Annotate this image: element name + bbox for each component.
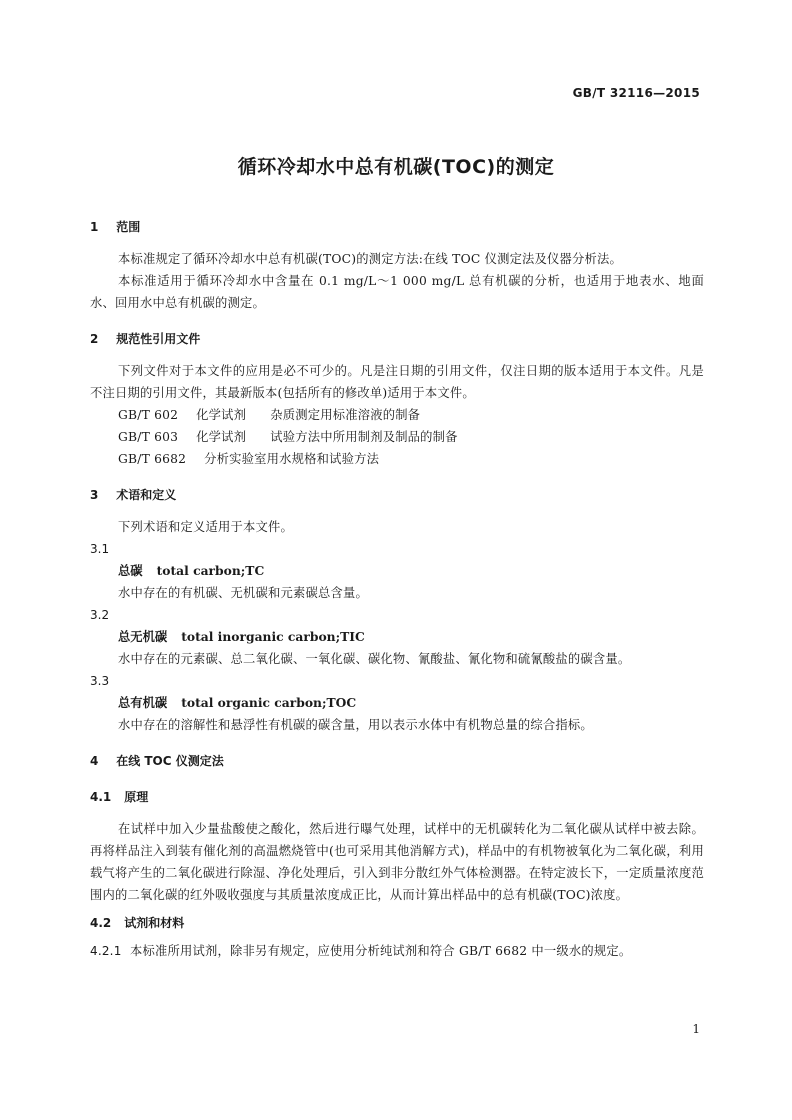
term-english: total inorganic carbon;TIC — [181, 629, 365, 644]
term-definition: 水中存在的元素碳、总二氧化碳、一氧化碳、碳化物、氰酸盐、氰化物和硫氰酸盐的碳含量。 — [118, 652, 631, 666]
subsection-title: 试剂和材料 — [124, 916, 185, 930]
standard-code: GB/T 32116—2015 — [572, 86, 700, 100]
section-title: 在线 TOC 仪测定法 — [116, 754, 224, 768]
section-number: 4 — [90, 754, 99, 768]
section-number: 3 — [90, 488, 99, 502]
clause-text: 本标准所用试剂，除非另有规定，应使用分析纯试剂和符合 GB/T 6682 中一级水的规定。 — [130, 944, 632, 958]
subsection-title: 原理 — [124, 790, 149, 804]
reference-item — [90, 404, 704, 426]
reference-name: 化学试剂 — [196, 408, 247, 422]
term-chinese: 总碳 — [118, 564, 143, 578]
paragraph: 本标准适用于循环冷却水中含量在 0.1 mg/L～1 000 mg/L 总有机碳的分析，也适用于地表水、地面水、回用水中总有机碳的测定。 — [90, 274, 704, 310]
subsection-number: 4.2 — [90, 916, 112, 930]
section-number: 1 — [90, 220, 99, 234]
section-1-heading — [90, 216, 704, 238]
term-definition: 水中存在的溶解性和悬浮性有机碳的碳含量，用以表示水体中有机物总量的综合指标。 — [118, 718, 593, 732]
reference-item — [90, 448, 704, 470]
section-3-heading — [90, 484, 704, 506]
paragraph: 在试样中加入少量盐酸使之酸化，然后进行曝气处理，试样中的无机碳转化为二氧化碳从试样中被去除。再将样品注入到装有催化剂的高温燃烧管中(也可采用其他消解方式)，样品中的有机物被氧化为二氧化碳，利用载气将产生的二氧化碳进行除湿、净化处理后，引入到非分散红外气体检测器。在特定波长下，一定质量浓度范围内的二氧化碳的红外吸收强度与其质量浓度成正比，从而计算出样品中的总有机碳(TOC)浓度。 — [90, 822, 704, 902]
clause-number: 4.2.1 — [90, 944, 122, 958]
term-number: 3.1 — [90, 542, 110, 556]
paragraph: 下列文件对于本文件的应用是必不可少的。凡是注日期的引用文件，仅注日期的版本适用于本文件。凡是不注日期的引用文件，其最新版本(包括所有的修改单)适用于本文件。 — [90, 364, 704, 400]
section-4-heading — [90, 750, 704, 772]
term-number: 3.3 — [90, 674, 110, 688]
section-title: 术语和定义 — [116, 488, 177, 502]
subsection-4-1-heading — [90, 786, 704, 808]
subsection-number: 4.1 — [90, 790, 112, 804]
reference-name: 化学试剂 — [196, 430, 247, 444]
reference-desc: 杂质测定用标准溶液的制备 — [270, 408, 421, 422]
section-2-heading — [90, 328, 704, 350]
term-entry — [90, 626, 704, 648]
term-entry — [90, 560, 704, 582]
section-title: 范围 — [116, 220, 141, 234]
reference-code: GB/T 602 — [118, 408, 179, 422]
section-title: 规范性引用文件 — [116, 332, 201, 346]
term-chinese: 总无机碳 — [118, 630, 168, 644]
term-number: 3.2 — [90, 608, 110, 622]
term-english: total organic carbon;TOC — [181, 695, 357, 710]
paragraph: 本标准规定了循环冷却水中总有机碳(TOC)的测定方法:在线 TOC 仪测定法及仪器分析法。 — [118, 252, 623, 266]
reference-desc: 试验方法中所用制剂及制品的制备 — [270, 430, 458, 444]
paragraph: 下列术语和定义适用于本文件。 — [118, 520, 293, 534]
reference-code: GB/T 6682 — [118, 452, 187, 466]
reference-item — [90, 426, 704, 448]
term-english: total carbon;TC — [156, 563, 265, 578]
subsection-4-2-heading — [90, 912, 704, 934]
clause-4-2-1 — [90, 940, 704, 962]
term-entry — [90, 692, 704, 714]
document-body — [90, 216, 704, 962]
document-title: 循环冷却水中总有机碳(TOC)的测定 — [237, 156, 555, 178]
reference-desc: 分析实验室用水规格和试验方法 — [204, 452, 380, 466]
section-number: 2 — [90, 332, 99, 346]
term-definition: 水中存在的有机碳、无机碳和元素碳总含量。 — [118, 586, 368, 600]
page-number: 1 — [692, 1022, 700, 1036]
reference-code: GB/T 603 — [118, 430, 179, 444]
term-chinese: 总有机碳 — [118, 696, 168, 710]
